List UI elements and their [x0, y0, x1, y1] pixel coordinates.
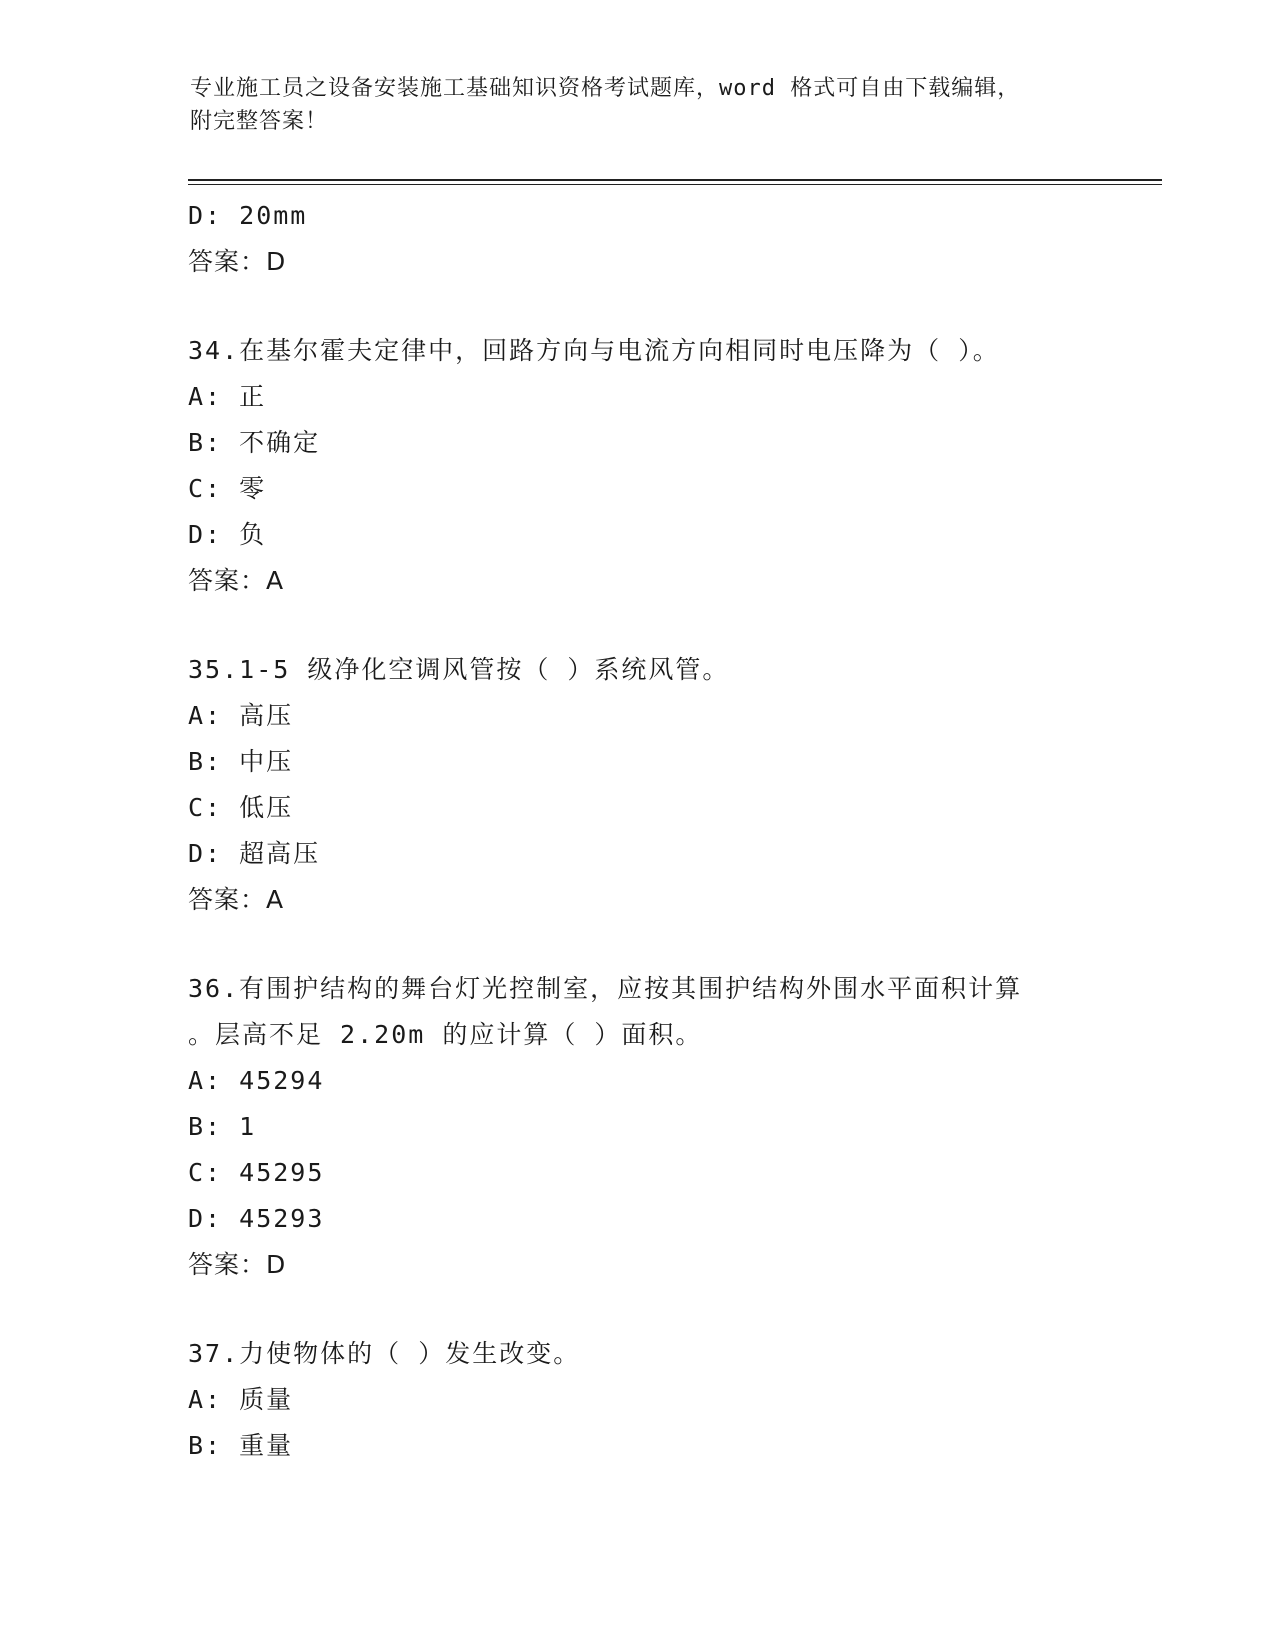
- option-c: C: 零: [188, 474, 267, 503]
- question-36: [188, 966, 1088, 1288]
- question-text-line-1: 36.有围护结构的舞台灯光控制室，应按其围护结构外围水平面积计算: [188, 974, 1023, 1003]
- answer-line: 答案：A: [188, 566, 285, 595]
- option-a: A: 正: [188, 382, 267, 411]
- option-b: B: 1: [188, 1112, 257, 1141]
- option-b: B: 不确定: [188, 428, 321, 457]
- option-d: D: 超高压: [188, 839, 321, 868]
- question-37: [188, 1331, 1088, 1469]
- question-34: [188, 328, 1088, 604]
- header-divider-thick: [188, 179, 1162, 181]
- answer-line: 答案：D: [188, 247, 287, 276]
- question-text: 37.力使物体的（ ）发生改变。: [188, 1339, 581, 1368]
- page-header: [190, 72, 1070, 138]
- option-a: A: 45294: [188, 1066, 325, 1095]
- question-33-tail: [188, 193, 1088, 285]
- question-35: [188, 647, 1088, 923]
- question-text-line-2: 。层高不足 2.20m 的应计算（ ）面积。: [188, 1020, 703, 1049]
- header-divider-thin: [188, 184, 1162, 185]
- header-line-2: 附完整答案！: [190, 109, 329, 134]
- option-d: D: 45293: [188, 1204, 325, 1233]
- option-c: C: 低压: [188, 793, 294, 822]
- option-d: D: 20mm: [188, 201, 308, 230]
- option-b: B: 重量: [188, 1431, 294, 1460]
- option-d: D: 负: [188, 520, 267, 549]
- option-b: B: 中压: [188, 747, 294, 776]
- question-text: 35.1-5 级净化空调风管按（ ）系统风管。: [188, 655, 730, 684]
- option-a: A: 质量: [188, 1385, 294, 1414]
- answer-line: 答案：A: [188, 885, 285, 914]
- option-a: A: 高压: [188, 701, 294, 730]
- answer-line: 答案：D: [188, 1250, 287, 1279]
- header-line-1: 专业施工员之设备安装施工基础知识资格考试题库，word 格式可自由下载编辑，: [190, 76, 1021, 101]
- document-body: [188, 193, 1088, 1469]
- option-c: C: 45295: [188, 1158, 325, 1187]
- question-text: 34.在基尔霍夫定律中，回路方向与电流方向相同时电压降为（ ）。: [188, 336, 1000, 365]
